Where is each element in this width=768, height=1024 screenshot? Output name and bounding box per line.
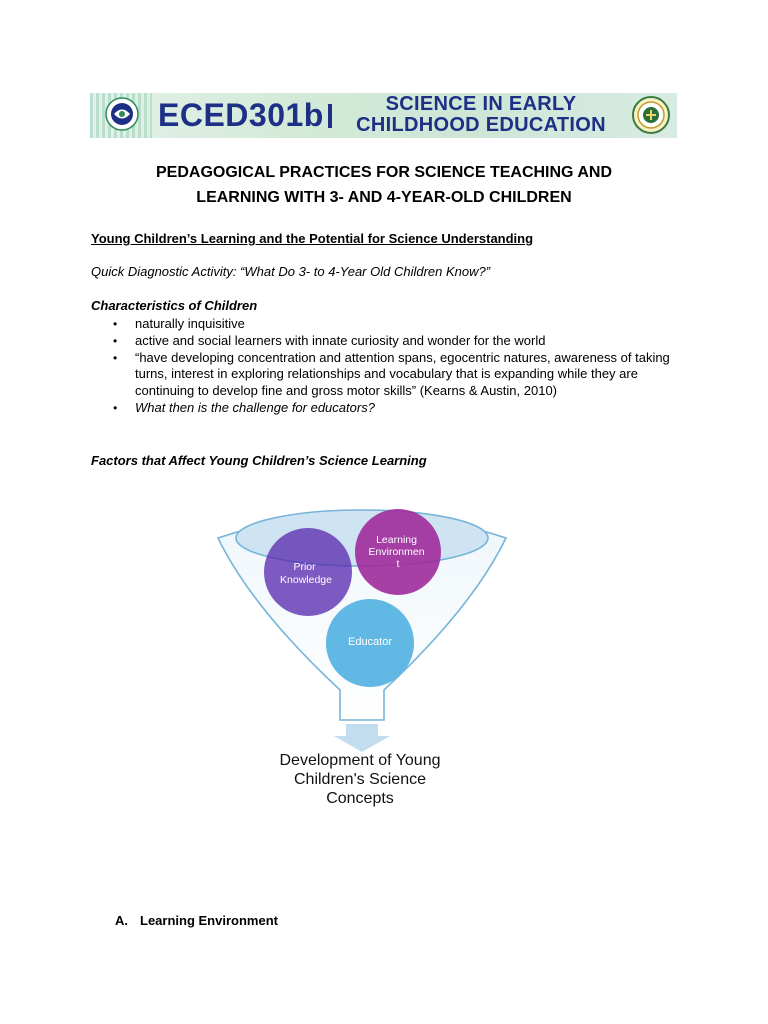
down-arrow-icon [334,724,390,752]
course-banner [90,93,677,138]
college-logo-icon [105,97,139,131]
section-a-heading [115,913,278,928]
section-subtitle: Young Children’s Learning and the Potential for Science Understanding [91,231,534,246]
prior-label-line1: Prior [293,561,316,573]
output-line1: Development of Young [279,752,441,769]
banner-separator [328,104,332,128]
funnel-diagram [212,498,512,753]
factors-heading: Factors that Affect Young Children’s Science Learning [91,453,427,468]
educator-label: Educator [347,636,393,648]
university-seal-icon [632,96,670,134]
diagram-output-label [240,751,480,808]
course-title-line2: CHILDHOOD EDUCATION [356,114,606,136]
section-a-number: A. [115,913,128,928]
list-item: • What then is the challenge for educators? [91,400,681,417]
output-line2: Children's Science [293,771,426,788]
course-title [336,94,626,136]
title-line1: PEDAGOGICAL PRACTICES FOR SCIENCE TEACHING AND [155,164,613,181]
output-line3: Concepts [326,790,394,807]
env-label-line2: Environmen [368,546,425,558]
document-title [84,160,684,210]
characteristics-list [91,316,681,417]
section-a-title: Learning Environment [140,913,278,928]
course-code: ECED301b [158,97,324,133]
list-item: • active and social learners with innate curiosity and wonder for the world [91,333,681,350]
title-line2: LEARNING WITH 3- AND 4-YEAR-OLD CHILDREN [196,189,572,206]
list-item: • naturally inquisitive [91,316,681,333]
env-label-line1: Learning [376,534,417,546]
course-title-line1: SCIENCE IN EARLY [385,93,577,115]
quick-activity: Quick Diagnostic Activity: “What Do 3- to 4-Year Old Children Know?” [91,264,491,279]
prior-label-line2: Knowledge [280,574,332,586]
characteristics-heading: Characteristics of Children [91,298,258,313]
env-label-line3: t [396,558,400,570]
list-item: • “have developing concentration and attention spans, egocentric natures, awareness of taking turns, interest in exploring relationships and vocabulary that is expanding while they are continuing to develop fine and gross motor skills” (Kearns & Austin, 2010) [91,350,681,400]
